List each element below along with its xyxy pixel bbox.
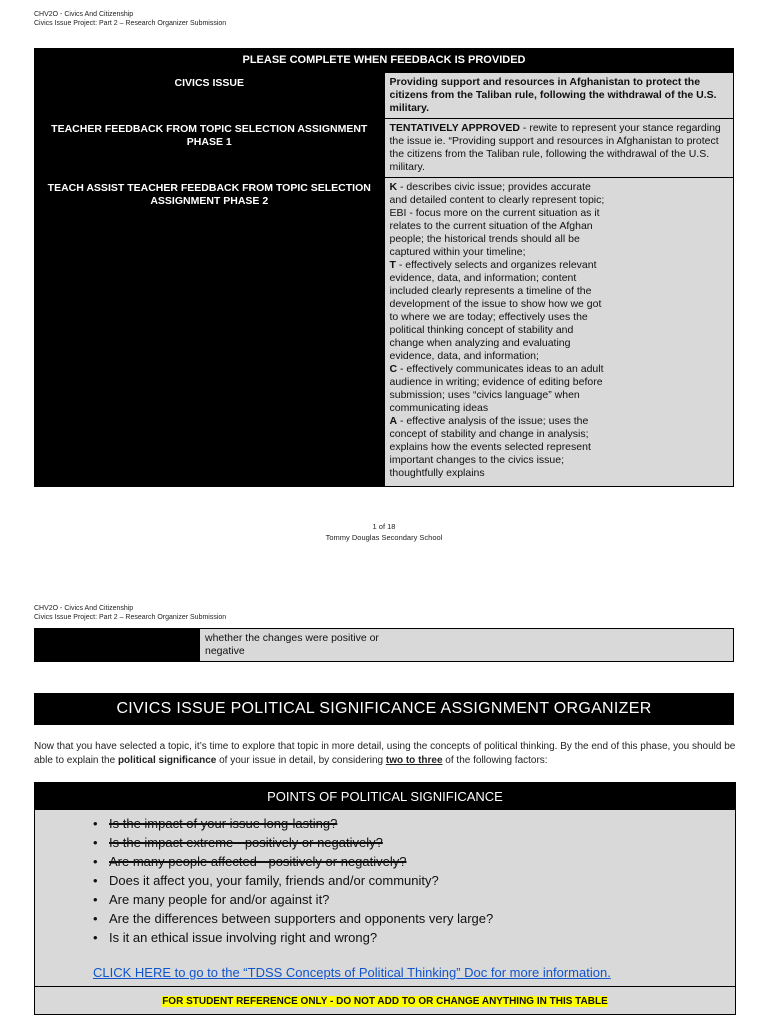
c-letter: C	[389, 363, 398, 375]
feedback-table-continued	[34, 628, 734, 662]
project-title: Civics Issue Project: Part 2 – Research Organizer Submission	[34, 614, 227, 621]
points-list	[93, 814, 735, 947]
points-table	[34, 782, 736, 1015]
list-item: • Is the impact extreme - positively or negatively?	[93, 833, 735, 852]
points-heading: POINTS OF POLITICAL SIGNIFICANCE	[35, 783, 735, 810]
civics-issue-value: Providing support and resources in Afghanistan to protect the citizens from the Taliban rule, following the withdrawal of the U.S. military.	[384, 73, 734, 119]
c-feedback: - effectively communicates ideas to an adult audience in writing; evidence of editing before submission; uses “civics language” when communicating ideas	[389, 363, 604, 414]
organizer-intro: Now that you have selected a topic, it’s time to explore that topic in more detail, using the concepts of political thinking. By the end of this phase, you should be able to explain the political significance of your issue in detail, by considering two to three of the following factors:	[34, 741, 736, 766]
page-header	[34, 10, 226, 28]
course-title: CHV2O - Civics And Citizenship	[34, 11, 134, 18]
civics-issue-label: CIVICS ISSUE	[35, 73, 385, 119]
approval-status: TENTATIVELY APPROVED	[389, 122, 520, 134]
list-item: • Are many people affected - positively or negatively?	[93, 852, 735, 871]
school-name: Tommy Douglas Secondary School	[325, 533, 443, 542]
feedback-table	[34, 48, 734, 487]
feedback-table-heading: PLEASE COMPLETE WHEN FEEDBACK IS PROVIDED	[35, 49, 734, 73]
table-row	[35, 119, 734, 178]
k-letter: K	[389, 181, 398, 193]
page-footer	[0, 521, 768, 543]
phase2-feedback-value	[384, 178, 734, 487]
phase1-feedback-label: TEACHER FEEDBACK FROM TOPIC SELECTION ASSIGNMENT PHASE 1	[35, 119, 385, 178]
phase1-feedback-text: - rewite to represent your stance regarding the issue ie. “Providing support and resources in Afghanistan to protect the citizens from the Taliban rule, following the withdrawal of the U.S. military.	[389, 122, 721, 173]
t-feedback: - effectively selects and organizes relevant evidence, data, and information; content included clearly represents a timeline of the development of the issue to show how we got to where we are today; effectively uses the political thinking concept of stability and change when analyzing and evaluating evidence, data, and information;	[389, 259, 602, 362]
course-title: CHV2O - Civics And Citizenship	[34, 605, 134, 612]
continued-feedback-value: whether the changes were positive or negative	[200, 629, 734, 662]
list-item: • Are many people for and/or against it?	[93, 890, 735, 909]
k-feedback: - describes civic issue; provides accurate and detailed content to clearly represent topic; EBI - focus more on the current situation as it relates to the current situation of the Afghan people; the historical trends should all be captured within your timeline;	[389, 181, 605, 258]
list-item: • Are the differences between supporters and opponents very large?	[93, 909, 735, 928]
list-item: • Is the impact of your issue long-lasting?	[93, 814, 735, 833]
table-row	[35, 629, 734, 662]
page-number: 1 of 18	[372, 522, 396, 531]
list-item: • Is it an ethical issue involving right and wrong?	[93, 928, 735, 947]
a-letter: A	[389, 415, 398, 427]
page-header	[34, 604, 226, 622]
phase1-feedback-value	[384, 119, 734, 178]
t-letter: T	[389, 259, 396, 271]
list-item: • Does it affect you, your family, friends and/or community?	[93, 871, 735, 890]
a-feedback: - effective analysis of the issue; uses the concept of stability and change in analysis; explains how the events selected represent important changes to the civics issue; thoughtfully explains	[389, 415, 591, 479]
phase2-feedback-label: TEACH ASSIST TEACHER FEEDBACK FROM TOPIC SELECTION ASSIGNMENT PHASE 2	[35, 178, 385, 487]
concepts-doc-link[interactable]: CLICK HERE to go to the “TDSS Concepts of Political Thinking” Doc for more information.	[93, 965, 611, 980]
project-title: Civics Issue Project: Part 2 – Research Organizer Submission	[34, 20, 227, 27]
continued-label-cell	[35, 629, 200, 662]
organizer-title: CIVICS ISSUE POLITICAL SIGNIFICANCE ASSIGNMENT ORGANIZER	[34, 693, 734, 725]
reference-note: FOR STUDENT REFERENCE ONLY - DO NOT ADD TO OR CHANGE ANYTHING IN THIS TABLE	[35, 986, 735, 1014]
table-row	[35, 178, 734, 487]
table-row	[35, 73, 734, 119]
